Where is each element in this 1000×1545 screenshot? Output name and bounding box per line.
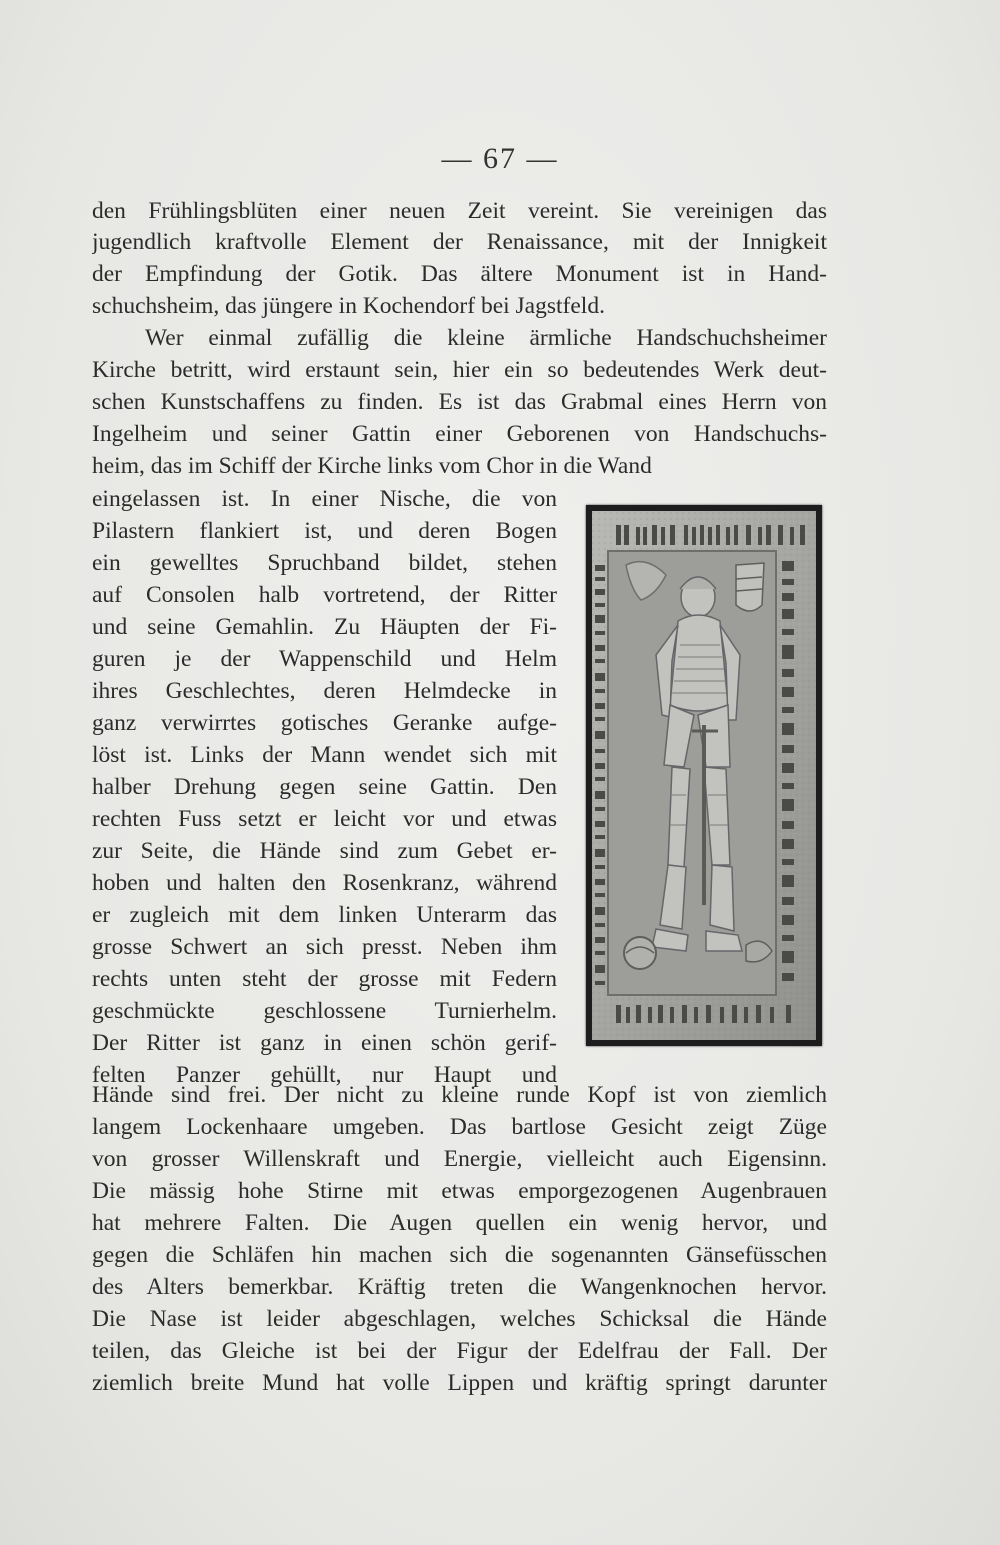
- text-line: grosse Schwert an sich presst. Neben ihm: [92, 934, 557, 960]
- text-line: zur Seite, die Hände sind zum Gebet er-: [92, 838, 557, 864]
- text-line: den Frühlingsblüten einer neuen Zeit vereint. Sie vereinigen das: [92, 198, 827, 224]
- text-line: hoben und halten den Rosenkranz, während: [92, 870, 557, 896]
- text-line: Die mässig hohe Stirne mit etwas emporgezogenen Augenbrauen: [92, 1178, 827, 1204]
- text-line: heim, das im Schiff der Kirche links vom Chor in die Wand: [92, 453, 652, 479]
- text-line: felten Panzer gehüllt, nur Haupt und: [92, 1062, 557, 1088]
- text-line: hat mehrere Falten. Die Augen quellen ein wenig hervor, und: [92, 1210, 827, 1236]
- text-line: Pilastern flankiert ist, und deren Bogen: [92, 518, 557, 544]
- text-line: teilen, das Gleiche ist bei der Figur der Edelfrau der Fall. Der: [92, 1338, 827, 1364]
- text-line: gegen die Schläfen hin machen sich die sogenannten Gänsefüsschen: [92, 1242, 827, 1268]
- text-line: guren je der Wappenschild und Helm: [92, 646, 557, 672]
- tombstone-image: [586, 505, 822, 1046]
- text-line: des Alters bemerkbar. Kräftig treten die Wangenknochen hervor.: [92, 1274, 827, 1300]
- text-line: auf Consolen halb vortretend, der Ritter: [92, 582, 557, 608]
- text-line: geschmückte geschlossene Turnierhelm.: [92, 998, 557, 1024]
- text-line: eingelassen ist. In einer Nische, die von: [92, 486, 557, 512]
- text-line: schen Kunstschaffens zu finden. Es ist das Grabmal eines Herrn von: [92, 389, 827, 415]
- page-number: — 67 —: [441, 142, 559, 175]
- text-line: ganz verwirrtes gotisches Geranke aufge-: [92, 710, 557, 736]
- text-line: ein gewelltes Spruchband bildet, stehen: [92, 550, 557, 576]
- text-line: ihres Geschlechtes, deren Helmdecke in: [92, 678, 557, 704]
- text-line: Hände sind frei. Der nicht zu kleine runde Kopf ist von ziemlich: [92, 1082, 827, 1108]
- text-line: rechten Fuss setzt er leicht vor und etwas: [92, 806, 557, 832]
- text-line: Der Ritter ist ganz in einen schön gerif-: [92, 1030, 557, 1056]
- text-line: halber Drehung gegen seine Gattin. Den: [92, 774, 557, 800]
- text-line: der Empfindung der Gotik. Das ältere Monument ist in Hand-: [92, 261, 827, 287]
- text-line: schuchsheim, das jüngere in Kochendorf bei Jagstfeld.: [92, 293, 605, 319]
- text-line: ziemlich breite Mund hat volle Lippen und kräftig springt darunter: [92, 1370, 827, 1396]
- text-line: Ingelheim und seiner Gattin einer Geborenen von Handschuchs-: [92, 421, 827, 447]
- text-line: und seine Gemahlin. Zu Häupten der Fi-: [92, 614, 557, 640]
- text-line: Wer einmal zufällig die kleine ärmliche Handschuchsheimer: [145, 325, 827, 351]
- text-line: langem Lockenhaare umgeben. Das bartlose Gesicht zeigt Züge: [92, 1114, 827, 1140]
- text-line: von grosser Willenskraft und Energie, vielleicht auch Eigensinn.: [92, 1146, 827, 1172]
- text-line: Kirche betritt, wird erstaunt sein, hier ein so bedeutendes Werk deut-: [92, 357, 827, 383]
- text-line: rechts unten steht der grosse mit Federn: [92, 966, 557, 992]
- text-line: jugendlich kraftvolle Element der Renaissance, mit der Innigkeit: [92, 229, 827, 255]
- text-line: er zugleich mit dem linken Unterarm das: [92, 902, 557, 928]
- text-line: Die Nase ist leider abgeschlagen, welches Schicksal die Hände: [92, 1306, 827, 1332]
- text-line: löst ist. Links der Mann wendet sich mit: [92, 742, 557, 768]
